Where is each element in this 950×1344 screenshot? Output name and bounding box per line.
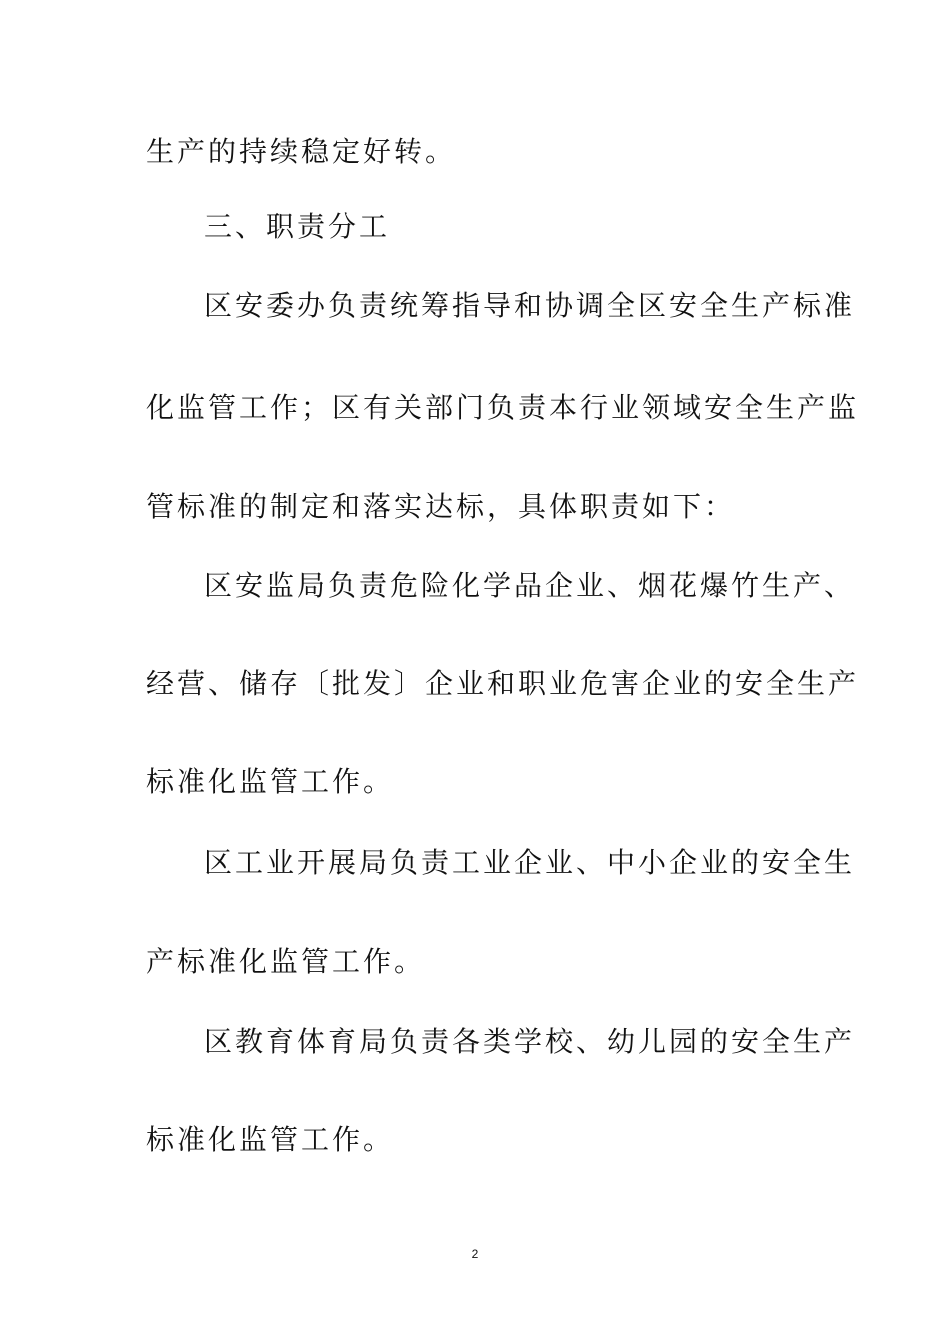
- text-line: 标准化监管工作。: [146, 1123, 395, 1156]
- text-line: 经营、储存〔批发〕企业和职业危害企业的安全生产: [146, 667, 860, 700]
- text-line: 标准化监管工作。: [146, 765, 395, 798]
- text-line: 生产的持续稳定好转。: [146, 135, 457, 168]
- text-line: 管标准的制定和落实达标，具体职责如下：: [146, 490, 736, 523]
- section-heading: 三、职责分工: [204, 210, 391, 243]
- text-line: 产标准化监管工作。: [146, 945, 426, 978]
- text-line: 区安监局负责危险化学品企业、烟花爆竹生产、: [204, 569, 856, 602]
- text-line: 区教育体育局负责各类学校、幼儿园的安全生产: [204, 1025, 856, 1058]
- text-line: 化监管工作；区有关部门负责本行业领域安全生产监: [146, 391, 860, 424]
- text-line: 区安委办负责统筹指导和协调全区安全生产标准: [204, 289, 856, 322]
- text-line: 区工业开展局负责工业企业、中小企业的安全生: [204, 846, 856, 879]
- page-number: 2: [471, 1247, 479, 1261]
